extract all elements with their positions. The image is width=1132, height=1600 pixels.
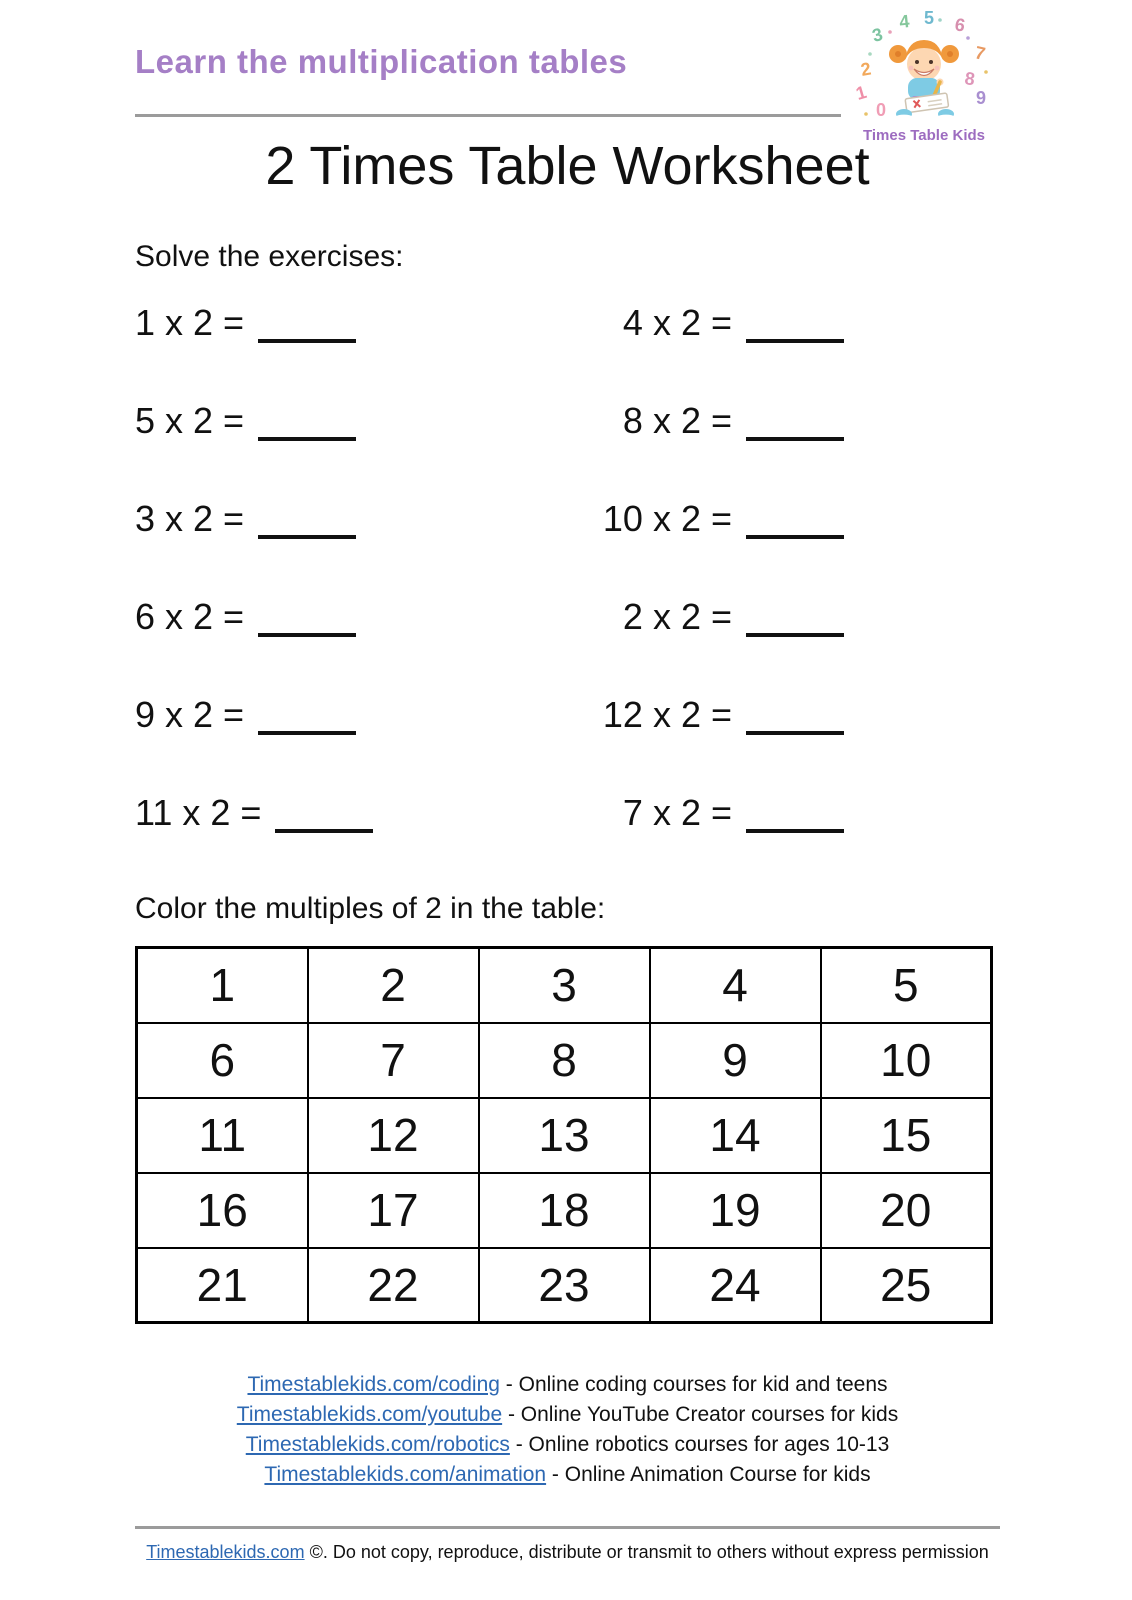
logo-digit: 4: [898, 11, 911, 32]
exercise-problem: 4 x 2 =: [622, 302, 732, 343]
mascot-girl: [889, 40, 959, 119]
logo-digit: 6: [953, 14, 967, 36]
table-cell: 18: [479, 1173, 650, 1248]
color-table-heading: Color the multiples of 2 in the table:: [135, 892, 606, 925]
answer-blank: [258, 307, 356, 343]
table-cell: 6: [137, 1023, 308, 1098]
logo-digit: 8: [963, 68, 977, 90]
exercise-grid: [135, 303, 1000, 833]
answer-blank: [746, 601, 844, 637]
exercise-row: [135, 597, 1000, 637]
table-cell: 14: [650, 1098, 821, 1173]
logo-digit: 5: [924, 8, 935, 28]
table-cell: 2: [308, 948, 479, 1023]
exercise-row: [135, 303, 1000, 343]
exercise: [590, 499, 1000, 539]
table-cell: 19: [650, 1173, 821, 1248]
table-cell: 4: [650, 948, 821, 1023]
answer-blank: [746, 797, 844, 833]
exercise-problem: 3 x 2 =: [135, 498, 245, 539]
exercise-problem: 2 x 2 =: [622, 596, 732, 637]
exercise: [590, 597, 1000, 637]
answer-blank: [746, 699, 844, 735]
logo-digit: 7: [973, 42, 988, 64]
logo-digit: 2: [859, 58, 873, 80]
answer-blank: [258, 699, 356, 735]
footer-divider: [135, 1526, 1000, 1529]
table-row: [137, 1023, 992, 1098]
table-cell: 21: [137, 1248, 308, 1323]
table-cell: 13: [479, 1098, 650, 1173]
exercise-row: [135, 793, 1000, 833]
link-description: - Online robotics courses for ages 10-13: [509, 1433, 890, 1456]
promo-link-line: [135, 1370, 1000, 1400]
table-cell: 23: [479, 1248, 650, 1323]
answer-blank: [746, 307, 844, 343]
table-row: [137, 948, 992, 1023]
worksheet-title: 2 Times Table Worksheet: [265, 136, 870, 196]
table-cell: 3: [479, 948, 650, 1023]
table-cell: 20: [821, 1173, 992, 1248]
logo-digit: 3: [870, 24, 885, 46]
table-cell: 10: [821, 1023, 992, 1098]
times-table-kids-mascot-icon: [848, 6, 1000, 122]
table-cell: 22: [308, 1248, 479, 1323]
promo-links: [135, 1370, 1000, 1490]
table-row: [137, 1248, 992, 1323]
exercise-problem: 8 x 2 =: [622, 400, 732, 441]
exercise: [135, 695, 590, 735]
solve-heading: Solve the exercises:: [135, 240, 404, 273]
exercise: [135, 793, 590, 833]
promo-link-line: [135, 1400, 1000, 1430]
exercise: [135, 303, 590, 343]
link-description: - Online Animation Course for kids: [546, 1463, 871, 1486]
logo-digit: 0: [876, 100, 887, 120]
promo-link-line: [135, 1430, 1000, 1460]
table-cell: 11: [137, 1098, 308, 1173]
table-cell: 7: [308, 1023, 479, 1098]
page-tagline: Learn the multiplication tables: [135, 43, 628, 80]
youtube-link[interactable]: Timestablekids.com/youtube: [236, 1403, 503, 1426]
table-cell: 15: [821, 1098, 992, 1173]
answer-blank: [275, 797, 373, 833]
multiples-table: [135, 946, 993, 1324]
promo-link-line: [135, 1460, 1000, 1490]
table-cell: 12: [308, 1098, 479, 1173]
exercise-problem: 5 x 2 =: [135, 400, 245, 441]
table-cell: 1: [137, 948, 308, 1023]
answer-blank: [258, 601, 356, 637]
header-divider: [135, 114, 841, 117]
exercise-problem: 6 x 2 =: [135, 596, 245, 637]
logo-caption: Times Table Kids: [863, 127, 985, 144]
exercise-problem: 9 x 2 =: [135, 694, 245, 735]
exercise: [135, 597, 590, 637]
home-link[interactable]: Timestablekids.com: [146, 1542, 305, 1562]
exercise-problem: 12 x 2 =: [602, 694, 732, 735]
answer-blank: [746, 503, 844, 539]
link-description: - Online YouTube Creator courses for kids: [502, 1403, 899, 1426]
exercise: [590, 695, 1000, 735]
animation-link[interactable]: Timestablekids.com/animation: [264, 1463, 547, 1486]
copyright-text: ©. Do not copy, reproduce, distribute or transmit to others without express permission: [304, 1542, 989, 1562]
table-cell: 8: [479, 1023, 650, 1098]
exercise-problem: 11 x 2 =: [135, 792, 262, 833]
table-cell: 24: [650, 1248, 821, 1323]
answer-blank: [258, 405, 356, 441]
table-row: [137, 1098, 992, 1173]
logo-digit: 1: [853, 81, 869, 104]
logo-digit: 9: [976, 88, 987, 108]
exercise-problem: 1 x 2 =: [135, 302, 245, 343]
answer-blank: [746, 405, 844, 441]
exercise-row: [135, 499, 1000, 539]
table-cell: 17: [308, 1173, 479, 1248]
copyright-line: [135, 1542, 1000, 1563]
brand-logo: [848, 6, 1000, 144]
answer-blank: [258, 503, 356, 539]
robotics-link[interactable]: Timestablekids.com/robotics: [245, 1433, 510, 1456]
table-cell: 25: [821, 1248, 992, 1323]
exercise: [135, 401, 590, 441]
coding-link[interactable]: Timestablekids.com/coding: [247, 1373, 500, 1396]
link-description: - Online coding courses for kid and teens: [499, 1373, 888, 1396]
exercise-row: [135, 401, 1000, 441]
table-cell: 9: [650, 1023, 821, 1098]
table-cell: 16: [137, 1173, 308, 1248]
table-row: [137, 1173, 992, 1248]
exercise-problem: 7 x 2 =: [622, 792, 732, 833]
exercise: [590, 303, 1000, 343]
table-cell: 5: [821, 948, 992, 1023]
exercise-problem: 10 x 2 =: [602, 498, 732, 539]
exercise: [590, 401, 1000, 441]
exercise: [590, 793, 1000, 833]
exercise: [135, 499, 590, 539]
exercise-row: [135, 695, 1000, 735]
